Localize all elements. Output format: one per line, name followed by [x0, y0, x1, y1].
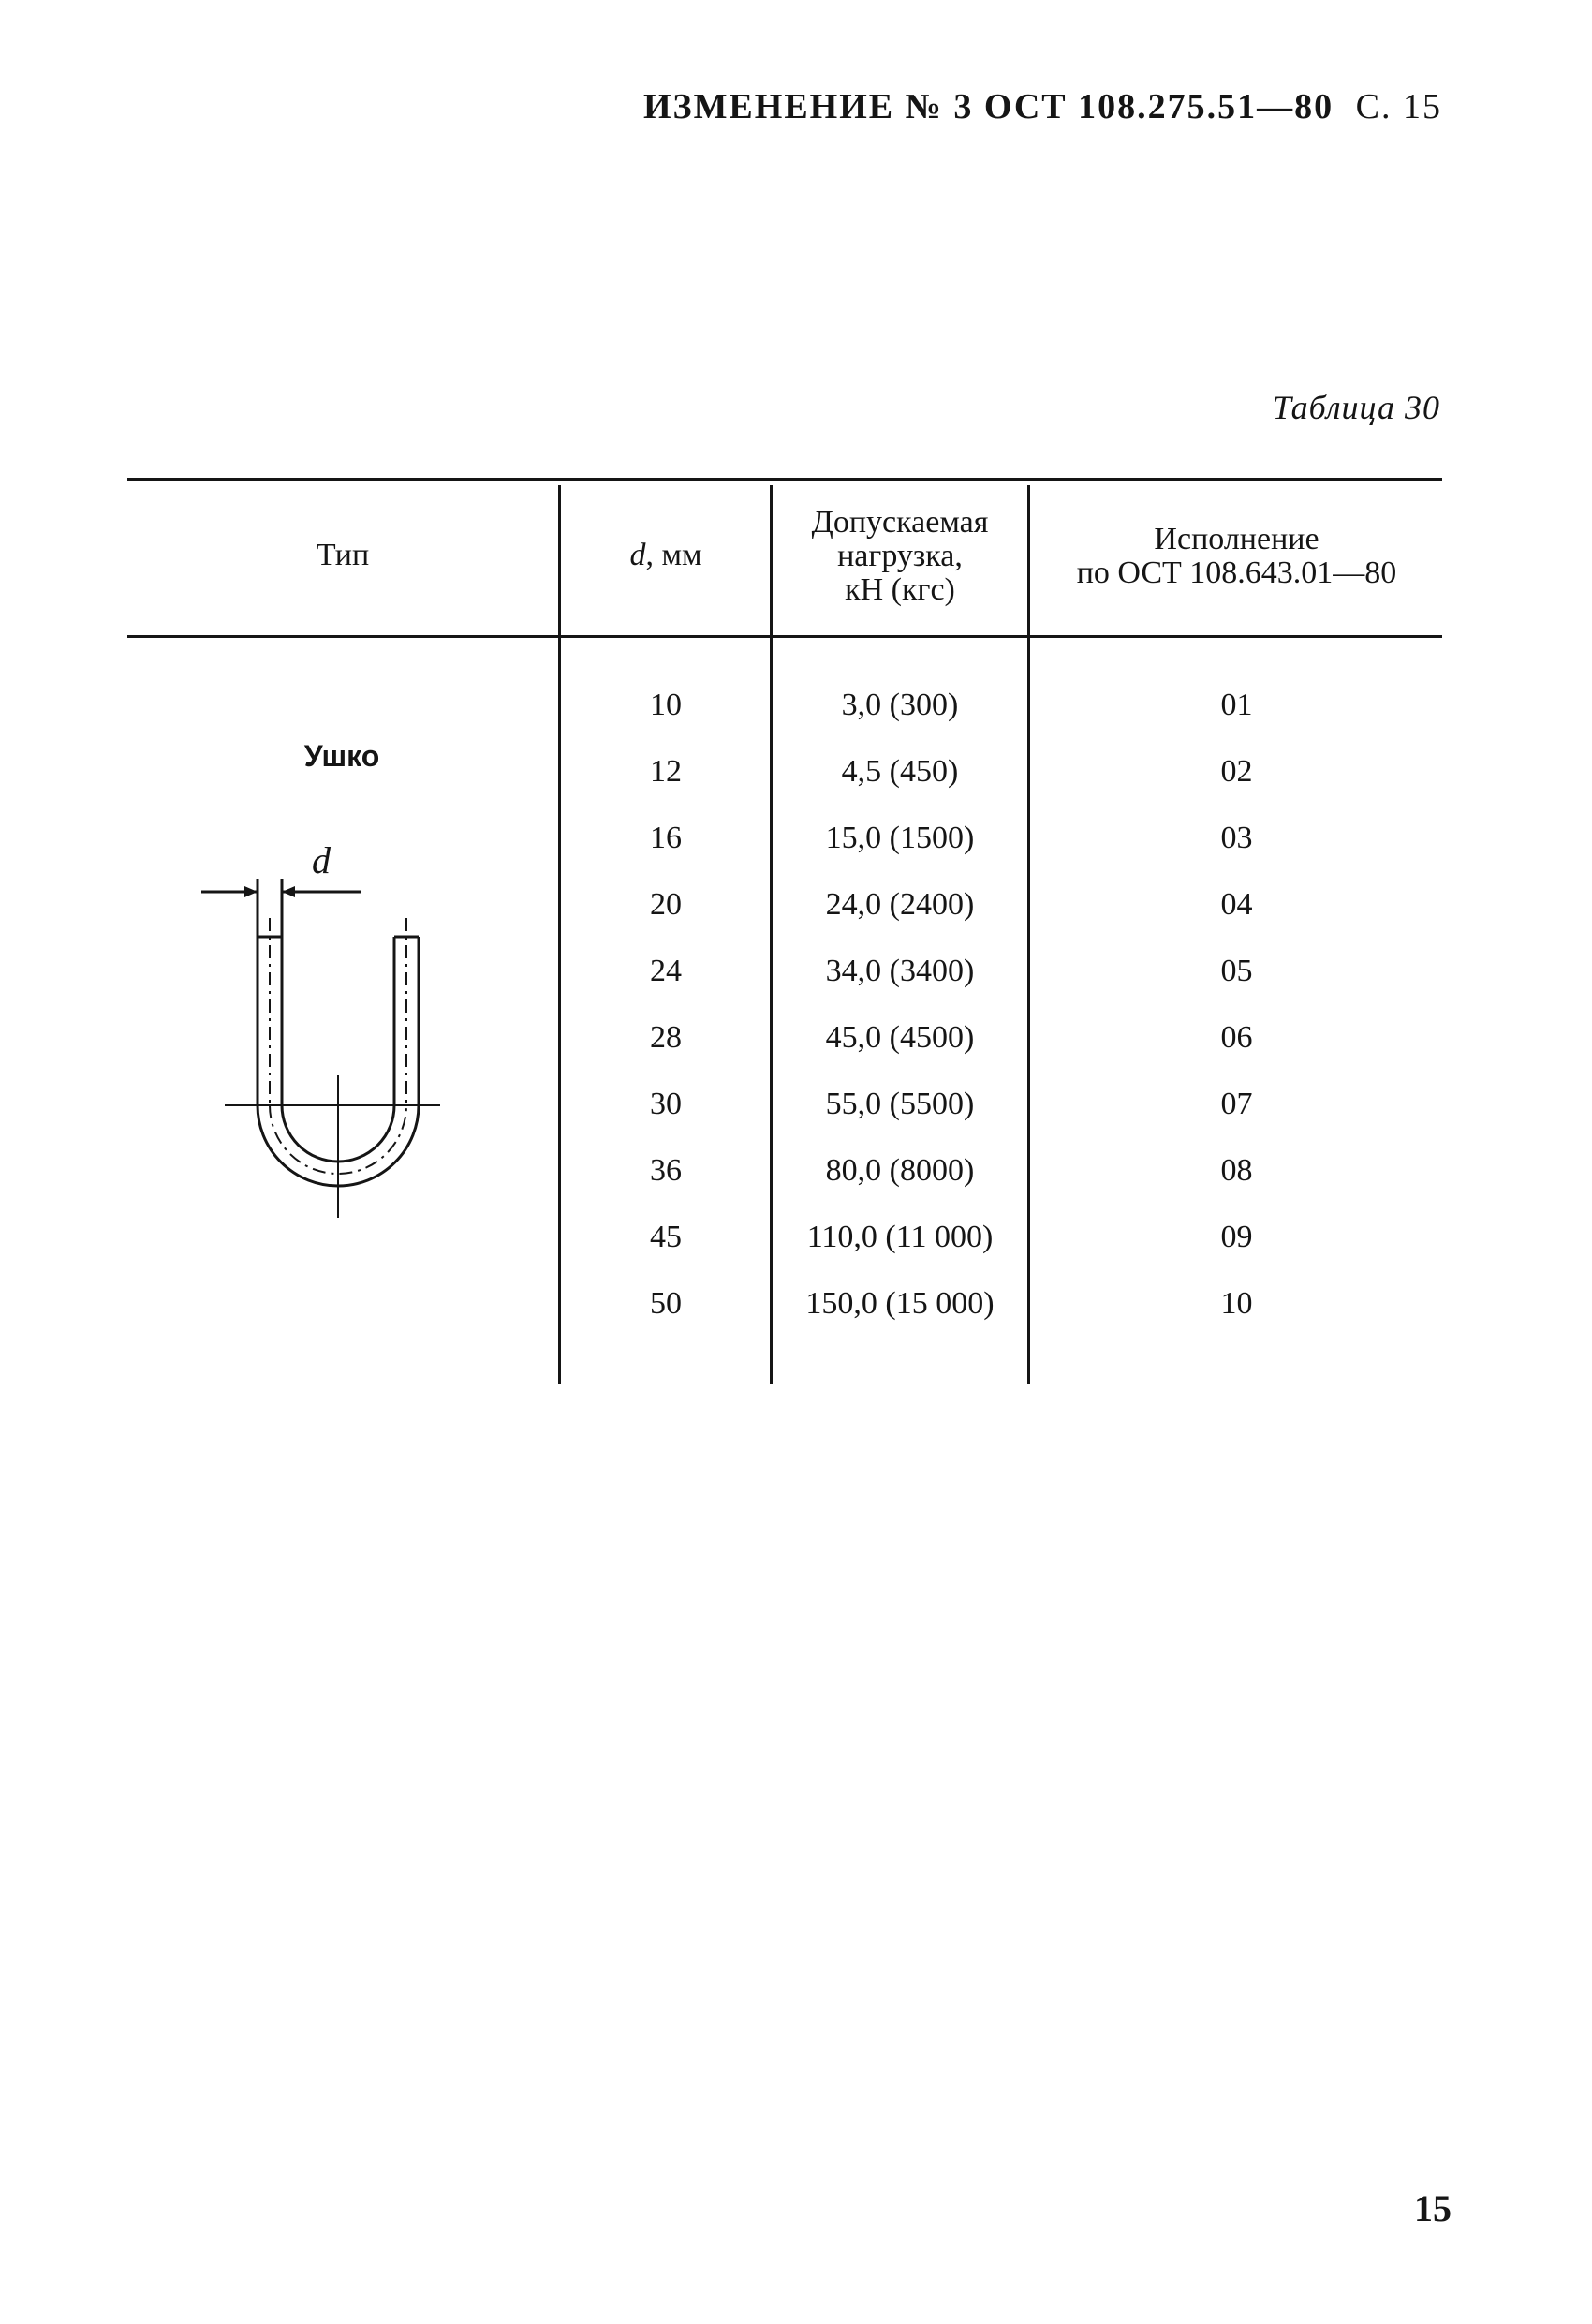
header-page-ref: С. 15	[1355, 87, 1442, 126]
cell-load: 150,0 (15 000)	[805, 1286, 995, 1321]
cell-execution: 03	[1220, 821, 1253, 855]
cell-d: 12	[650, 754, 682, 789]
cell-load: 80,0 (8000)	[825, 1153, 975, 1188]
page-number: 15	[1414, 2187, 1452, 2229]
cell-execution: 10	[1220, 1286, 1253, 1321]
cell-load: 3,0 (300)	[841, 688, 959, 722]
header-title: ИЗМЕНЕНИЕ № 3 ОСТ 108.275.51—80	[642, 87, 1334, 126]
column-divider-1	[558, 485, 561, 1384]
cell-load: 55,0 (5500)	[825, 1087, 975, 1121]
cell-d: 30	[650, 1087, 682, 1121]
header-d-label: d, мм	[629, 538, 702, 572]
eyelet-drawing	[183, 824, 464, 1232]
cell-execution: 08	[1220, 1153, 1253, 1188]
cell-d: 20	[650, 887, 682, 922]
cell-load: 4,5 (450)	[841, 754, 959, 789]
cell-execution: 01	[1220, 688, 1253, 722]
cell-load: 15,0 (1500)	[825, 821, 975, 855]
table-top-rule	[127, 478, 1442, 481]
page-header	[643, 86, 1442, 127]
cell-execution: 04	[1220, 887, 1253, 922]
table-header-bottom-rule	[127, 635, 1442, 638]
cell-execution: 07	[1220, 1087, 1253, 1121]
header-d	[562, 539, 770, 572]
cell-load: 24,0 (2400)	[825, 887, 975, 922]
type-name: Ушко	[303, 739, 380, 773]
cell-execution: 06	[1220, 1020, 1253, 1055]
header-load: Допускаемая нагрузка, кН (кгс)	[811, 505, 989, 607]
column-divider-3	[1027, 485, 1030, 1384]
header-type: Тип	[316, 538, 370, 572]
cell-d: 16	[650, 821, 682, 855]
cell-d: 36	[650, 1153, 682, 1188]
table-caption: Таблица 30	[1272, 389, 1440, 426]
cell-d: 10	[650, 688, 682, 722]
cell-d: 50	[650, 1286, 682, 1321]
cell-d: 24	[650, 954, 682, 988]
cell-execution: 09	[1220, 1220, 1253, 1254]
cell-d: 45	[650, 1220, 682, 1254]
cell-execution: 05	[1220, 954, 1253, 988]
drawing-label-d: d	[312, 839, 331, 881]
cell-execution: 02	[1220, 754, 1253, 789]
cell-load: 34,0 (3400)	[825, 954, 975, 988]
cell-d: 28	[650, 1020, 682, 1055]
cell-load: 110,0 (11 000)	[806, 1220, 994, 1254]
column-divider-2	[770, 485, 773, 1384]
cell-load: 45,0 (4500)	[825, 1020, 975, 1055]
header-execution: Исполнение по ОСТ 108.643.01—80	[1076, 522, 1397, 590]
